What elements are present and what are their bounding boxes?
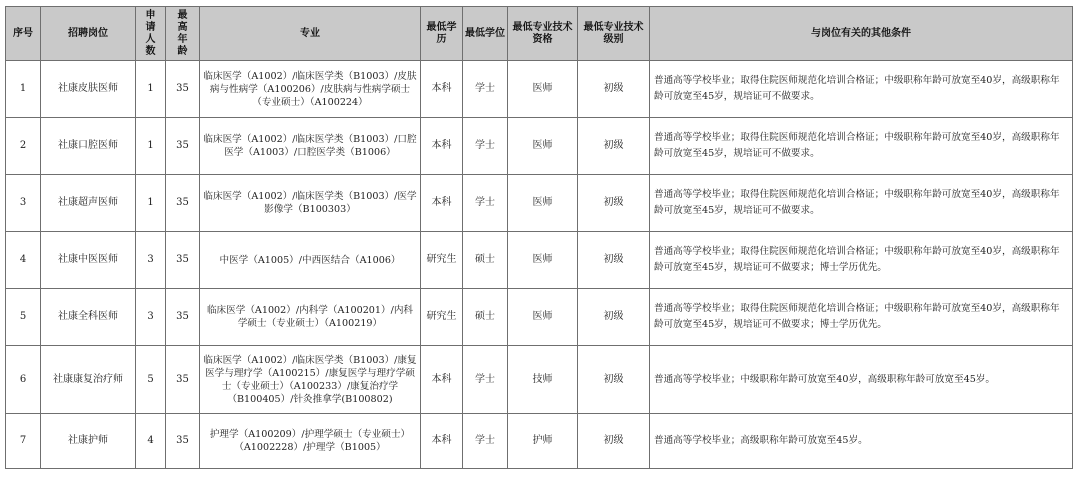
cell-major: 临床医学（A1002）/临床医学类（B1003）/皮肤病与性病学（A100206）/皮肤病与性病学硕士（专业硕士）（A100224） bbox=[200, 61, 421, 118]
table-row bbox=[6, 118, 1073, 175]
cell-degree: 学士 bbox=[463, 175, 508, 232]
cell-seq: 3 bbox=[6, 175, 41, 232]
cell-major: 临床医学（A1002）/临床医学类（B1003）/口腔医学（A1003）/口腔医学类（B1006） bbox=[200, 118, 421, 175]
header-qualification: 最低专业技术资格 bbox=[508, 7, 578, 61]
cell-level: 初级 bbox=[578, 346, 650, 414]
table-row bbox=[6, 175, 1073, 232]
cell-post: 社康超声医师 bbox=[41, 175, 136, 232]
cell-count: 3 bbox=[136, 232, 166, 289]
cell-qualification: 医师 bbox=[508, 289, 578, 346]
header-level: 最低专业技术级别 bbox=[578, 7, 650, 61]
table-row bbox=[6, 232, 1073, 289]
cell-count: 4 bbox=[136, 414, 166, 469]
cell-education: 本科 bbox=[421, 346, 463, 414]
cell-post: 社康中医医师 bbox=[41, 232, 136, 289]
cell-major: 临床医学（A1002）/内科学（A100201）/内科学硕士（专业硕士）（A100219） bbox=[200, 289, 421, 346]
cell-education: 研究生 bbox=[421, 289, 463, 346]
cell-major: 临床医学（A1002）/临床医学类（B1003）/医学影像学（B100303） bbox=[200, 175, 421, 232]
cell-qualification: 护师 bbox=[508, 414, 578, 469]
header-seq: 序号 bbox=[6, 7, 41, 61]
cell-age: 35 bbox=[166, 346, 200, 414]
cell-qualification: 医师 bbox=[508, 232, 578, 289]
cell-education: 研究生 bbox=[421, 232, 463, 289]
cell-seq: 4 bbox=[6, 232, 41, 289]
cell-count: 1 bbox=[136, 175, 166, 232]
cell-post: 社康全科医师 bbox=[41, 289, 136, 346]
cell-major: 中医学（A1005）/中西医结合（A1006） bbox=[200, 232, 421, 289]
cell-degree: 学士 bbox=[463, 61, 508, 118]
cell-level: 初级 bbox=[578, 232, 650, 289]
cell-age: 35 bbox=[166, 61, 200, 118]
table-header-row bbox=[6, 7, 1073, 61]
cell-conditions: 普通高等学校毕业；取得住院医师规范化培训合格证；中级职称年龄可放宽至40岁，高级职称年龄可放宽至45岁，规培证可不做要求。 bbox=[650, 118, 1073, 175]
cell-age: 35 bbox=[166, 118, 200, 175]
cell-seq: 7 bbox=[6, 414, 41, 469]
cell-education: 本科 bbox=[421, 118, 463, 175]
cell-degree: 学士 bbox=[463, 118, 508, 175]
cell-level: 初级 bbox=[578, 118, 650, 175]
cell-conditions: 普通高等学校毕业；中级职称年龄可放宽至40岁，高级职称年龄可放宽至45岁。 bbox=[650, 346, 1073, 414]
cell-seq: 2 bbox=[6, 118, 41, 175]
header-post: 招聘岗位 bbox=[41, 7, 136, 61]
cell-degree: 硕士 bbox=[463, 232, 508, 289]
cell-post: 社康康复治疗师 bbox=[41, 346, 136, 414]
cell-conditions: 普通高等学校毕业；取得住院医师规范化培训合格证；中级职称年龄可放宽至40岁，高级职称年龄可放宽至45岁，规培证可不做要求；博士学历优先。 bbox=[650, 289, 1073, 346]
cell-level: 初级 bbox=[578, 289, 650, 346]
table-row bbox=[6, 61, 1073, 118]
cell-level: 初级 bbox=[578, 175, 650, 232]
cell-age: 35 bbox=[166, 232, 200, 289]
cell-conditions: 普通高等学校毕业；取得住院医师规范化培训合格证；中级职称年龄可放宽至40岁，高级职称年龄可放宽至45岁，规培证可不做要求。 bbox=[650, 61, 1073, 118]
cell-seq: 6 bbox=[6, 346, 41, 414]
cell-qualification: 技师 bbox=[508, 346, 578, 414]
cell-seq: 1 bbox=[6, 61, 41, 118]
table-row bbox=[6, 289, 1073, 346]
cell-education: 本科 bbox=[421, 61, 463, 118]
cell-count: 3 bbox=[136, 289, 166, 346]
cell-age: 35 bbox=[166, 414, 200, 469]
cell-qualification: 医师 bbox=[508, 175, 578, 232]
cell-major: 护理学（A100209）/护理学硕士（专业硕士）（A1002228）/护理学（B1005） bbox=[200, 414, 421, 469]
cell-level: 初级 bbox=[578, 61, 650, 118]
cell-post: 社康口腔医师 bbox=[41, 118, 136, 175]
cell-conditions: 普通高等学校毕业；高级职称年龄可放宽至45岁。 bbox=[650, 414, 1073, 469]
table-row bbox=[6, 346, 1073, 414]
cell-qualification: 医师 bbox=[508, 118, 578, 175]
recruitment-table-container bbox=[5, 6, 1073, 469]
header-count bbox=[136, 7, 166, 61]
cell-education: 本科 bbox=[421, 175, 463, 232]
cell-post: 社康护师 bbox=[41, 414, 136, 469]
cell-level: 初级 bbox=[578, 414, 650, 469]
table-row bbox=[6, 414, 1073, 469]
cell-conditions: 普通高等学校毕业；取得住院医师规范化培训合格证；中级职称年龄可放宽至40岁，高级职称年龄可放宽至45岁，规培证可不做要求；博士学历优先。 bbox=[650, 232, 1073, 289]
cell-degree: 硕士 bbox=[463, 289, 508, 346]
cell-major: 临床医学（A1002）/临床医学类（B1003）/康复医学与理疗学（A100215）/康复医学与理疗学硕士（专业硕士）（A100233）/康复治疗学（B100405）/针灸推拿学(B100802) bbox=[200, 346, 421, 414]
header-major: 专业 bbox=[200, 7, 421, 61]
cell-seq: 5 bbox=[6, 289, 41, 346]
cell-degree: 学士 bbox=[463, 414, 508, 469]
recruitment-table bbox=[5, 6, 1073, 469]
header-education: 最低学历 bbox=[421, 7, 463, 61]
cell-degree: 学士 bbox=[463, 346, 508, 414]
header-degree: 最低学位 bbox=[463, 7, 508, 61]
header-count-label: 申请人数 bbox=[145, 9, 156, 57]
header-conditions: 与岗位有关的其他条件 bbox=[650, 7, 1073, 61]
cell-education: 本科 bbox=[421, 414, 463, 469]
header-age bbox=[166, 7, 200, 61]
cell-post: 社康皮肤医师 bbox=[41, 61, 136, 118]
cell-conditions: 普通高等学校毕业；取得住院医师规范化培训合格证；中级职称年龄可放宽至40岁，高级职称年龄可放宽至45岁，规培证可不做要求。 bbox=[650, 175, 1073, 232]
cell-count: 1 bbox=[136, 118, 166, 175]
header-age-label: 最高年龄 bbox=[177, 9, 188, 57]
cell-age: 35 bbox=[166, 289, 200, 346]
cell-count: 5 bbox=[136, 346, 166, 414]
cell-age: 35 bbox=[166, 175, 200, 232]
cell-count: 1 bbox=[136, 61, 166, 118]
cell-qualification: 医师 bbox=[508, 61, 578, 118]
